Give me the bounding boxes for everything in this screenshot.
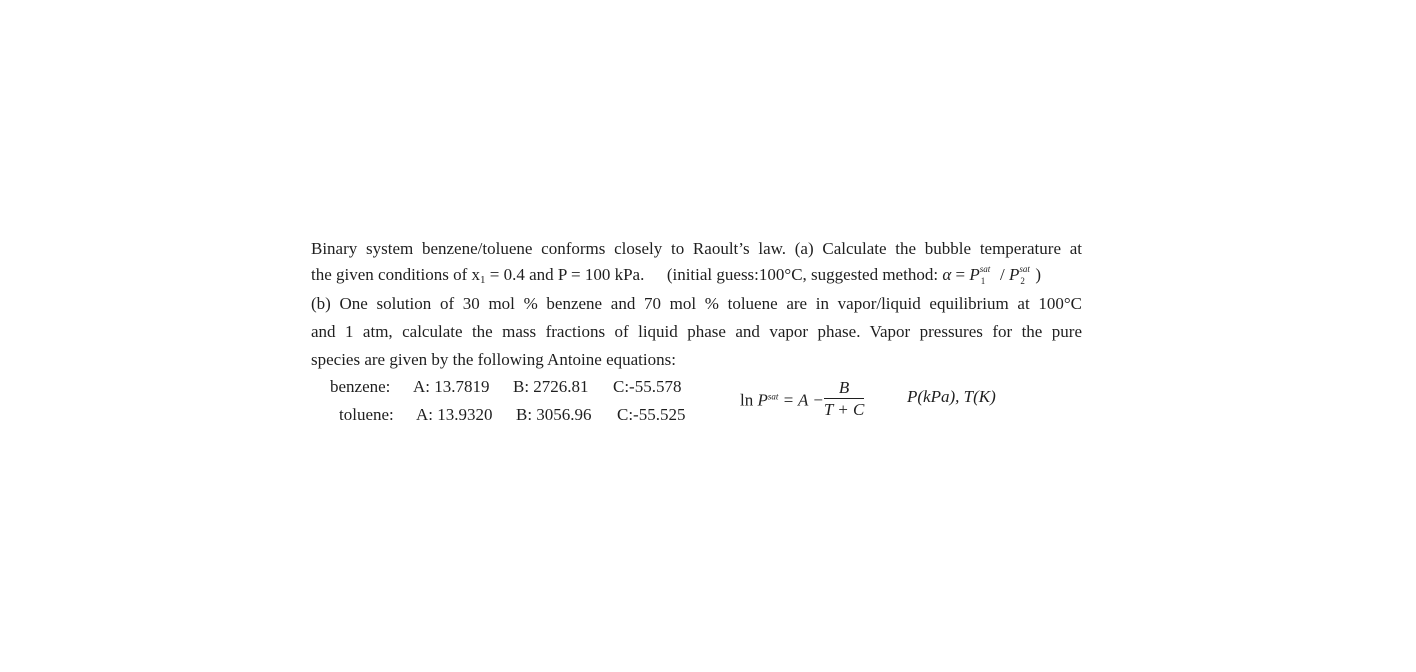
constant-b: B: 3056.96 — [516, 405, 592, 424]
units-note: P(kPa), T(K) — [907, 387, 996, 406]
constant-a: A: 13.9320 — [416, 405, 493, 424]
x1-subscript: 1 — [480, 274, 486, 286]
toluene-constants-row — [339, 404, 685, 426]
ln-operator: ln — [740, 390, 758, 410]
line2-text-a: the given conditions of x — [311, 265, 481, 284]
problem-line-3: (b) One solution of 30 mol % benzene and 70 mol % toluene are in vapor/liquid equilibrium at 100°C — [311, 294, 1082, 313]
species-label: toluene: — [339, 405, 394, 424]
species-label: benzene: — [330, 377, 391, 396]
constant-a: A: 13.7819 — [413, 377, 490, 396]
problem-line-5: species are given by the following Antoine equations: — [311, 350, 676, 369]
antoine-equation — [740, 380, 864, 423]
p2-subscript: 2 — [1020, 276, 1025, 286]
constant-b: B: 2726.81 — [513, 377, 589, 396]
problem-line-2 — [311, 264, 1041, 291]
constant-c: C:-55.578 — [613, 377, 682, 396]
equation-p-symbol: P — [757, 390, 768, 410]
fraction-numerator: B — [824, 378, 864, 399]
ratio-slash: / — [995, 265, 1009, 284]
close-paren: ) — [1035, 265, 1042, 284]
fraction-denominator: T + C — [823, 400, 865, 419]
equation-sat-superscript: sat — [767, 391, 779, 402]
equation-rhs: = A − — [778, 390, 824, 410]
alpha-equals: = — [951, 265, 970, 284]
equation-fraction — [824, 378, 864, 421]
p2-symbol: P — [1008, 265, 1020, 284]
line2-text-b: = 0.4 and P = 100 kPa. — [485, 265, 645, 284]
p1-symbol: P — [969, 265, 980, 284]
constant-c: C:-55.525 — [617, 405, 686, 424]
p2-sat-superscript: sat — [1019, 264, 1030, 274]
p1-sat-superscript: sat — [979, 264, 991, 274]
p1-subscript: 1 — [980, 276, 986, 286]
alpha-symbol: α — [942, 265, 952, 284]
problem-line-4: and 1 atm, calculate the mass fractions of liquid phase and vapor phase. Vapor pressures for the pure — [311, 322, 1082, 341]
benzene-constants-row — [330, 376, 681, 398]
line2-initial-guess: (initial guess:100°C, suggested method: — [666, 265, 939, 284]
problem-line-1: Binary system benzene/toluene conforms closely to Raoult’s law. (a) Calculate the bubble temperature at — [311, 239, 1082, 258]
